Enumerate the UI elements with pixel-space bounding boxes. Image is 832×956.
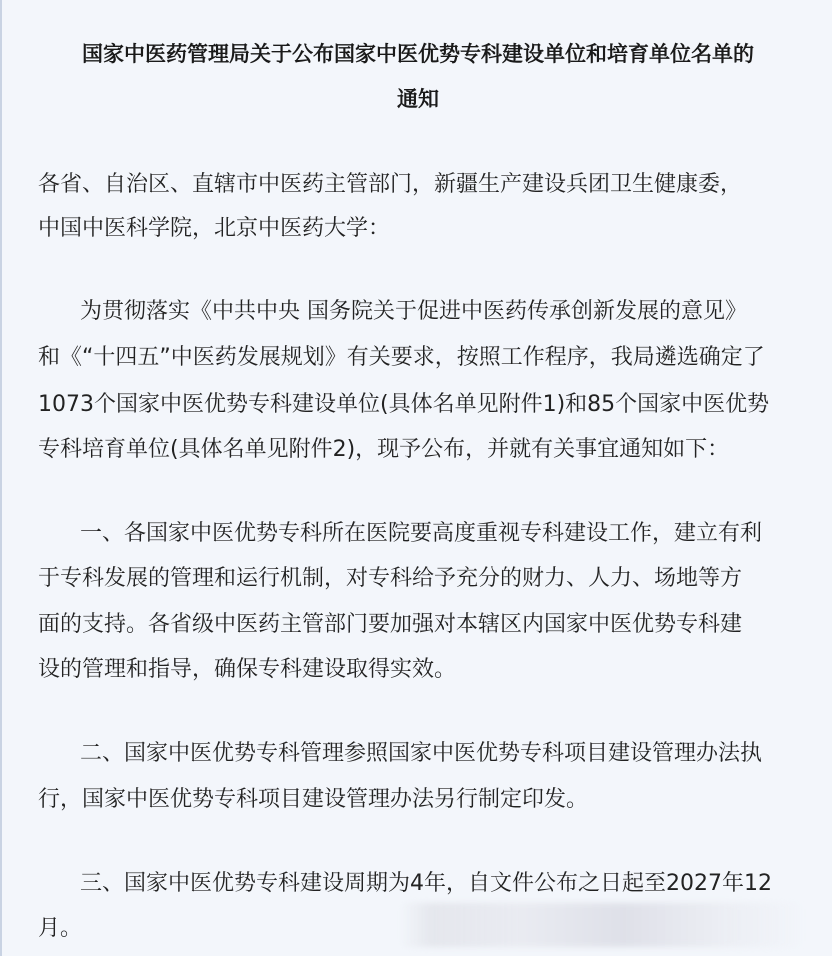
item3-line-1: 三、国家中医优势专科建设周期为4年，自文件公布之日起至2027年12 [80,871,772,896]
addressee-line-1: 各省、自治区、直辖市中医药主管部门，新疆生产建设兵团卫生健康委， [38,172,743,197]
item1-line-2: 于专科发展的管理和运行机制，对专科给予充分的财力、人力、场地等方 [38,566,743,591]
item2-line-1: 二、国家中医优势专科管理参照国家中医优势专科项目建设管理办法执 [80,741,763,766]
item3-line-2: 月。 [38,916,83,941]
document-title-line-2: 通知 [397,87,439,111]
item1-line-3: 面的支持。各省级中医药主管部门要加强对本辖区内国家中医优势专科建 [38,612,743,637]
intro-line-4: 专科培育单位(具体名单见附件2)，现予公布，并就有关事宜通知如下： [38,437,730,462]
item1-line-1: 一、各国家中医优势专科所在医院要高度重视专科建设工作，建立有利 [80,521,763,546]
intro-line-3: 1073个国家中医优势专科建设单位(具体名单见附件1)和85个国家中医优势 [38,392,770,417]
item1-line-4: 设的管理和指导，确保专科建设取得实效。 [38,657,457,682]
document-title-line-1: 国家中医药管理局关于公布国家中医优势专科建设单位和培育单位名单的 [82,42,754,66]
intro-line-1: 为贯彻落实《中共中央 国务院关于促进中医药传承创新发展的意见》 [80,299,747,324]
blurred-watermark [400,903,804,947]
intro-line-2: 和《“十四五”中医药发展规划》有关要求，按照工作程序，我局遴选确定了 [38,345,765,370]
item2-line-2: 行，国家中医优势专科项目建设管理办法另行制定印发。 [38,787,589,812]
addressee-line-2: 中国中医科学院，北京中医药大学： [38,216,391,241]
